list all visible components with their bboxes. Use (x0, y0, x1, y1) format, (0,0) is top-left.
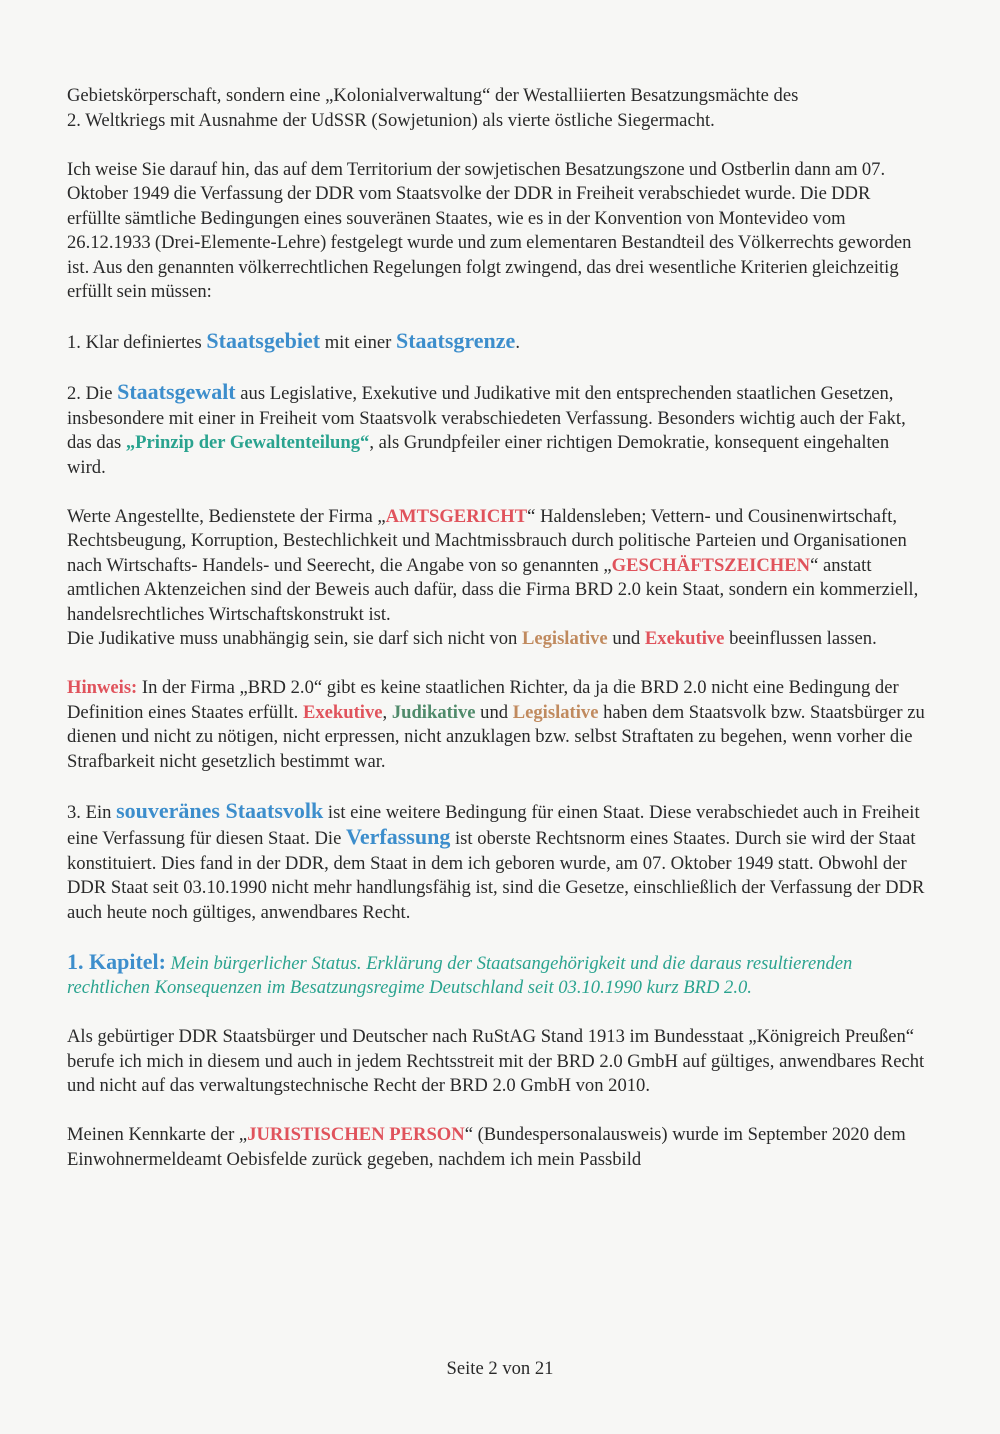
keyword-juristische-person: JURISTISCHEN PERSON (247, 1124, 465, 1145)
criterion-1: 1. Klar definiertes Staatsgebiet mit einer Staatsgrenze. (67, 328, 520, 353)
keyword-amtsgericht: AMTSGERICHT (385, 505, 528, 527)
keyword-staatsvolk: souveränes Staatsvolk (116, 797, 324, 823)
keyword-legislative: Legislative (521, 628, 608, 649)
chapter-subtitle: Mein bürgerlicher Status. Erklärung der Staatsangehörigkeit und die daraus resultierenden rechtlichen Konsequenzen im Besatzungsregime Deutschland seit 03.10.1990 kurz BRD 2.0. (67, 952, 853, 998)
keyword-gewaltenteilung: „Prinzip der Gewaltenteilung“ (125, 432, 370, 453)
keyword-geschaeftszeichen: GESCHÄFTSZEICHEN (611, 554, 811, 576)
keyword-exekutive: Exekutive (644, 628, 725, 649)
paragraph-continuation: Gebietskörperschaft, sondern eine „Kolonialverwaltung“ der Westalliierten Besatzungsmächte des 2. Weltkriegs mit Ausnahme der UdSSR (Sowjetunion) als vierte östliche Siegermacht. (67, 85, 799, 131)
keyword-staatsgebiet: Staatsgebiet (206, 328, 321, 353)
keyword-exekutive: Exekutive (302, 701, 383, 723)
chapter-heading (67, 950, 927, 1001)
paragraph-amtsgericht: Werte Angestellte, Bedienstete der Firma „AMTSGERICHT“ Haldensleben; Vettern- und Cousinenwirtschaft, Rechtsbeugung, Korruption, Bestechlichkeit und Machtmissbrauch durch politische Parteien und Organisationen nach Wirtschafts- Handels- und Seerecht, die Angabe von so genannten „GESCHÄFTSZEICHEN“ anstatt amtlichen Aktenzeichen sind der Beweis auch dafür, dass die Firma BRD 2.0 kein Staat, sondern ein kommerziell, handelsrechtliches Wirtschaftskonstrukt ist. Die Judikative muss unabhängig sein, sie darf sich nicht von Legislative und Exekutive beeinflussen lassen. (67, 505, 919, 649)
keyword-staatsgrenze: Staatsgrenze (395, 328, 516, 353)
keyword-legislative: Legislative (512, 701, 599, 723)
paragraph-status: Als gebürtiger DDR Staatsbürger und Deutscher nach RuStAG Stand 1913 im Bundesstaat „Königreich Preußen“ berufe ich mich in diesem und auch in jedem Rechtsstreit mit der BRD 2.0 GmbH auf gültiges, anwendbares Recht und nicht auf das verwaltungstechnische Recht der BRD 2.0 GmbH von 2010. (67, 1026, 925, 1096)
criterion-2: 2. Die Staatsgewalt aus Legislative, Exekutive und Judikative mit den entsprechenden staatlichen Gesetzen, insbesondere mit einer in Freiheit vom Staatsvolk verabschiedeten Verfassung. Besonders wichtig auch der Fakt, das das „Prinzip der Gewaltenteilung“, als Grundpfeiler einer richtigen Demokratie, konsequent eingehalten wird. (67, 379, 906, 478)
keyword-judikative: Judikative (391, 701, 476, 723)
hint-label: Hinweis: (67, 677, 138, 698)
paragraph-hinweis: Hinweis: In der Firma „BRD 2.0“ gibt es keine staatlichen Richter, da ja die BRD 2.0 nicht eine Bedingung der Definition eines Staates erfüllt. Exekutive, Judikative und Legislative haben dem Staatsvolk bzw. Staatsbürger zu dienen und nicht zu nötigen, nicht erpressen, nicht anzuklagen bzw. selbst Straftaten zu begehen, wenn vorher die Strafbarkeit nicht gesetzlich bestimmt war. (67, 677, 925, 772)
keyword-staatsgewalt: Staatsgewalt (117, 379, 236, 404)
paragraph-kennkarte: Meinen Kennkarte der „JURISTISCHEN PERSON“ (Bundespersonalausweis) wurde im September 2020 dem Einwohnermeldeamt Oebisfelde zurück gegeben, nachdem ich mein Passbild (67, 1124, 906, 1170)
criterion-3: 3. Ein souveränes Staatsvolk ist eine weitere Bedingung für einen Staat. Diese verabschiedet auch in Freiheit eine Verfassung für diesen Staat. Die Verfassung ist oberste Rechtsnorm eines Staates. Durch sie wird der Staat konstituiert. Dies fand in der DDR, dem Staat in dem ich geboren wurde, am 07. Oktober 1949 statt. Obwohl der DDR Staat seit 03.10.1990 nicht mehr handlungsfähig ist, sind die Gesetze, einschließlich der Verfassung der DDR auch heute noch gültiges, anwendbares Recht. (67, 797, 925, 923)
document-body (67, 84, 927, 1197)
paragraph-montevideo: Ich weise Sie darauf hin, das auf dem Territorium der sowjetischen Besatzungszone und Ostberlin dann am 07. Oktober 1949 die Verfassung der DDR vom Staatsvolke der DDR in Freiheit verabschiedet wurde. Die DDR erfüllte sämtliche Bedingungen eines souveränen Staates, wie es in der Konvention von Montevideo vom 26.12.1933 (Drei-Elemente-Lehre) festgelegt wurde und zum elementaren Bestandteil des Völkerrechts geworden ist. Aus den genannten völkerrechtlichen Regelungen folgt zwingend, das drei wesentliche Kriterien gleichzeitig erfüllt sein müssen: (67, 158, 912, 302)
chapter-title: 1. Kapitel: (67, 948, 166, 974)
page-number: Seite 2 von 21 (446, 1358, 554, 1379)
keyword-verfassung: Verfassung (346, 824, 451, 849)
